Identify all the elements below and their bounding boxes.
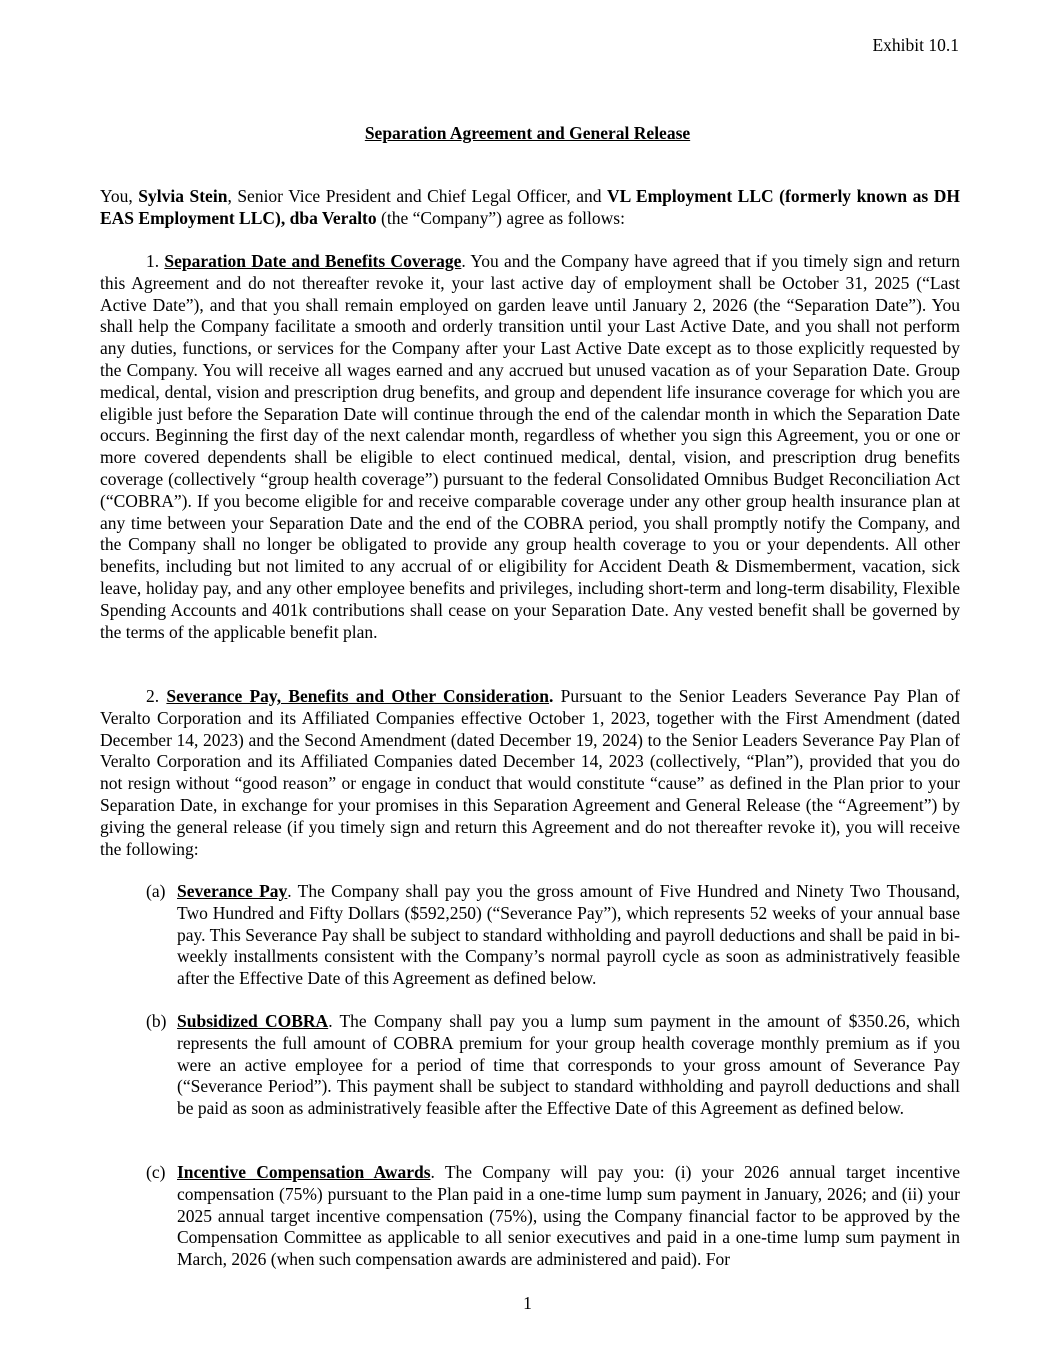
exhibit-label: Exhibit 10.1 [872,35,959,55]
list-item-content [177,1011,960,1120]
list-item-marker: (b) [146,1011,167,1031]
employee-role: , Senior Vice President and Chief Legal Officer, and [227,186,608,206]
list-item-incentive-compensation [146,1162,960,1271]
intro-paragraph [100,186,960,230]
list-item-text: . The Company will pay you: (i) your 2026 annual target incentive compensation (75%) pursuant to the Plan paid in a one-time lump sum payment in January, 2026; and (ii) your 2025 annual target incentive compensation (75%), using the Company financial factor to be approved by the Compensation Committee as applicable to all senior executives and paid in a one-time lump sum payment in March, 2026 (when such compensation awards are administered and paid). For [177,1162,960,1270]
list-item-content [177,881,960,990]
section-1-heading: Separation Date and Benefits Coverage [164,251,462,271]
employee-name: Sylvia Stein [138,186,228,206]
page-number: 1 [523,1293,532,1313]
list-item-text: . The Company shall pay you a lump sum payment in the amount of $350.26, which represents the full amount of COBRA premium for your group health coverage monthly premium as if you were an active employee for a period of time that corresponds to your gross amount of Severance Pay (“Severance Period”). This payment shall be subject to standard withholding and payroll deductions and shall be paid as soon as administratively feasible after the Effective Date of this Agreement as defined below. [177,1011,961,1119]
section-2-heading: Severance Pay, Benefits and Other Consideration [166,686,550,706]
list-item-subsidized-cobra [146,1011,960,1120]
list-item-heading: Subsidized COBRA [177,1011,329,1031]
list-item-heading: Severance Pay [177,881,288,901]
list-item-severance-pay [146,881,960,990]
intro-closing: (the “Company”) agree as follows: [376,207,625,228]
section-2-number: 2. [146,686,167,706]
section-1-text: . You and the Company have agreed that if you timely sign and return this Agreement and do not thereafter revoke it, your last active day of employment shall be October 31, 2025 (“Last Active Date”), and that you shall remain employed on garden leave until January 2, 2026 (the “Separation Date”). You shall help the Company facilitate a smooth and orderly transition until your Last Active Date, and you shall not perform any duties, functions, or services for the Company after your Last Active Date except as to those explicitly requested by the Company. You will receive all wages earned and any accrued but unused vacation as of your Separation Date. Group medical, dental, vision and prescription drug benefits, and group and dependent life insurance coverage for which you are eligible just before the Separation Date will continue through the end of the calendar month in which the Separation Date occurs. Beginning the first day of the next calendar month, regardless of whether you sign this Agreement, you or one or more covered dependents shall be eligible to elect continued medical, dental, vision, and prescription drug benefits coverage (collectively “group health coverage”) pursuant to the federal Consolidated Omnibus Budget Reconciliation Act (“COBRA”). If you become eligible for and receive comparable coverage under any other group health insurance plan at any time between your Separation Date and the end of the COBRA period, you shall promptly notify the Company, and the Company shall no longer be obligated to provide any group health coverage to you or your dependents. All other benefits, including but not limited to any accrual of or eligibility for Accident Death & Dismemberment, vacation, sick leave, holiday pay, and any other employee benefits and privileges, including short-term and long-term disability, Flexible Spending Accounts and 401k contributions shall cease on your Separation Date. Any vested benefit shall be governed by the terms of the applicable benefit plan. [100,251,960,642]
section-1-paragraph [100,251,960,643]
list-item-content [177,1162,960,1271]
list-item-text: . The Company shall pay you the gross amount of Five Hundred and Ninety Two Thousand, Two Hundred and Fifty Dollars ($592,250) (“Severance Pay”), which represents 52 weeks of your annual base pay. This Severance Pay shall be subject to standard withholding and payroll deductions and shall be paid in bi-weekly installments consistent with the Company’s normal payroll cycle as soon as administratively feasible after the Effective Date of this Agreement as defined below. [177,881,960,989]
section-2-text: Pursuant to the Senior Leaders Severance Pay Plan of Veralto Corporation and its Affiliated Companies effective October 1, 2023, together with the First Amendment (dated December 14, 2023) and the Second Amendment (dated December 19, 2024) to the Senior Leaders Severance Pay Plan of Veralto Corporation and its Affiliated Companies dated December 14, 2023 (collectively, “Plan”), provided that you do not resign without “good reason” or engage in conduct that would constitute “cause” as defined in the Plan prior to your Separation Date, in exchange for your promises in this Separation Agreement and General Release (the “Agreement”) by giving the general release (if you timely sign and return this Agreement and do not thereafter revoke it), you will receive the following: [100,686,961,859]
company-name: VL Employment LLC (formerly known as DH EAS Employment LLC), dba Veralto [100,186,960,228]
section-2-heading-suffix: . [549,686,554,706]
list-item-marker: (c) [146,1162,166,1182]
list-item-marker: (a) [146,881,166,901]
section-1-number: 1. [146,251,165,271]
section-2-paragraph [100,686,960,860]
intro-you: You, [100,186,139,206]
document-title: Separation Agreement and General Release [364,123,691,143]
list-item-heading: Incentive Compensation Awards [177,1162,431,1182]
